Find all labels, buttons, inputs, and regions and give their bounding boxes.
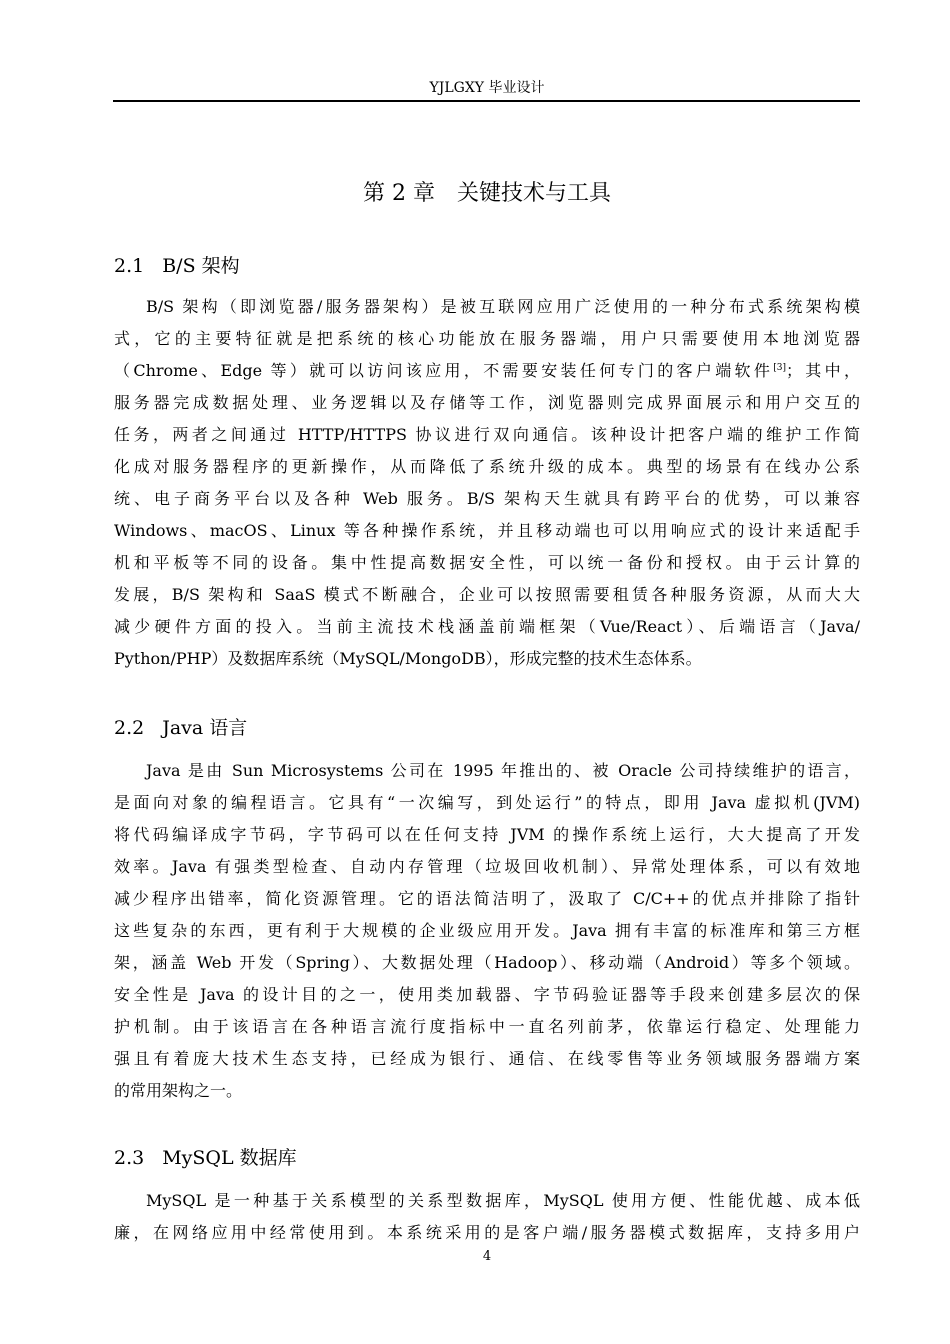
page-number: 4 <box>482 1249 492 1264</box>
text-line-tail: ；其中， <box>785 361 860 380</box>
header-rule <box>113 100 860 102</box>
running-header: YJLGXY 毕业设计 <box>429 80 545 96</box>
text-line: MySQL 是一种基于关系模型的关系型数据库，MySQL 使用方便、性能优越、成本低 <box>146 1191 860 1210</box>
section-2-1-paragraph <box>114 291 860 675</box>
text-line: 发展，B/S 架构和 SaaS 模式不断融合，企业可以按照需要租赁各种服务资源，从而大大 <box>114 585 860 604</box>
text-line: Java 是由 Sun Microsystems 公司在 1995 年推出的、被 Oracle 公司持续维护的语言， <box>146 761 860 780</box>
text-line: 式，它的主要特征就是把系统的核心功能放在服务器端，用户只需要使用本地浏览器 <box>114 329 860 348</box>
text-line: 任务，两者之间通过 HTTP/HTTPS 协议进行双向通信。该种设计把客户端的维护工作简 <box>114 425 860 444</box>
text-line: B/S 架构（即浏览器/服务器架构）是被互联网应用广泛使用的一种分布式系统架构模 <box>146 297 860 316</box>
text-line-with-citation <box>114 355 860 387</box>
section-title: B/S 架构 <box>162 255 240 277</box>
text-line: 机和平板等不同的设备。集中性提高数据安全性，可以统一备份和授权。由于云计算的 <box>114 553 860 572</box>
text-line: 强且有着庞大技术生态支持，已经成为银行、通信、在线零售等业务领域服务器端方案 <box>114 1049 860 1068</box>
text-line: 将代码编译成字节码，字节码可以在任何支持 JVM 的操作系统上运行，大大提高了开发 <box>114 825 860 844</box>
text-line: 减少硬件方面的投入。当前主流技术栈涵盖前端框架（Vue/React）、后端语言（Java/ <box>114 617 860 636</box>
text-line: 统、电子商务平台以及各种 Web 服务。B/S 架构天生就具有跨平台的优势，可以兼容 <box>114 489 860 508</box>
section-number: 2.3 <box>114 1147 145 1169</box>
text-line: 服务器完成数据处理、业务逻辑以及存储等工作，浏览器则完成界面展示和用户交互的 <box>114 393 860 412</box>
text-line: 架，涵盖 Web 开发（Spring）、大数据处理（Hadoop）、移动端（Android）等多个领域。 <box>114 953 860 972</box>
text-line: 廉，在网络应用中经常使用到。本系统采用的是客户端/服务器模式数据库，支持多用户 <box>114 1223 860 1242</box>
text-line: Python/PHP）及数据库系统（MySQL/MongoDB），形成完整的技术生态体系。 <box>114 649 702 668</box>
text-line: 的常用架构之一。 <box>114 1081 243 1100</box>
text-line: 是面向对象的编程语言。它具有“一次编写，到处运行”的特点，即用 Java 虚拟机(JVM) <box>114 793 860 812</box>
chapter-number: 第 2 章 <box>363 181 435 206</box>
section-2-3-paragraph <box>114 1185 860 1249</box>
chapter-name: 关键技术与工具 <box>456 181 611 206</box>
text-line: 护机制。由于该语言在各种语言流行度指标中一直名列前茅，依靠运行稳定、处理能力 <box>114 1017 860 1036</box>
text-line: 这些复杂的东西，更有利于大规模的企业级应用开发。Java 拥有丰富的标准库和第三方框 <box>114 921 860 940</box>
section-heading-2-2 <box>114 714 860 742</box>
text-line: 减少程序出错率，简化资源管理。它的语法简洁明了，汲取了 C/C++的优点并排除了指针 <box>114 889 860 908</box>
citation-marker: [3] <box>773 363 786 373</box>
section-heading-2-1 <box>114 252 860 280</box>
text-line: 安全性是 Java 的设计目的之一，使用类加载器、字节码验证器等手段来创建多层次的保 <box>114 985 860 1004</box>
text-line: 化成对服务器程序的更新操作，从而降低了系统升级的成本。典型的场景有在线办公系 <box>114 457 860 476</box>
chapter-title <box>114 178 860 210</box>
text-line: （Chrome、Edge 等）就可以访问该应用，不需要安装任何专门的客户端软件 <box>114 361 774 380</box>
text-line: 效率。Java 有强类型检查、自动内存管理（垃圾回收机制）、异常处理体系，可以有效地 <box>114 857 860 876</box>
section-heading-2-3 <box>114 1144 860 1172</box>
section-title: Java 语言 <box>162 717 248 739</box>
section-number: 2.2 <box>114 717 145 739</box>
section-2-2-paragraph <box>114 755 860 1107</box>
section-number: 2.1 <box>114 255 145 277</box>
text-line: Windows、macOS、Linux 等各种操作系统，并且移动端也可以用响应式的设计来适配手 <box>114 521 860 540</box>
section-title: MySQL 数据库 <box>162 1147 297 1169</box>
